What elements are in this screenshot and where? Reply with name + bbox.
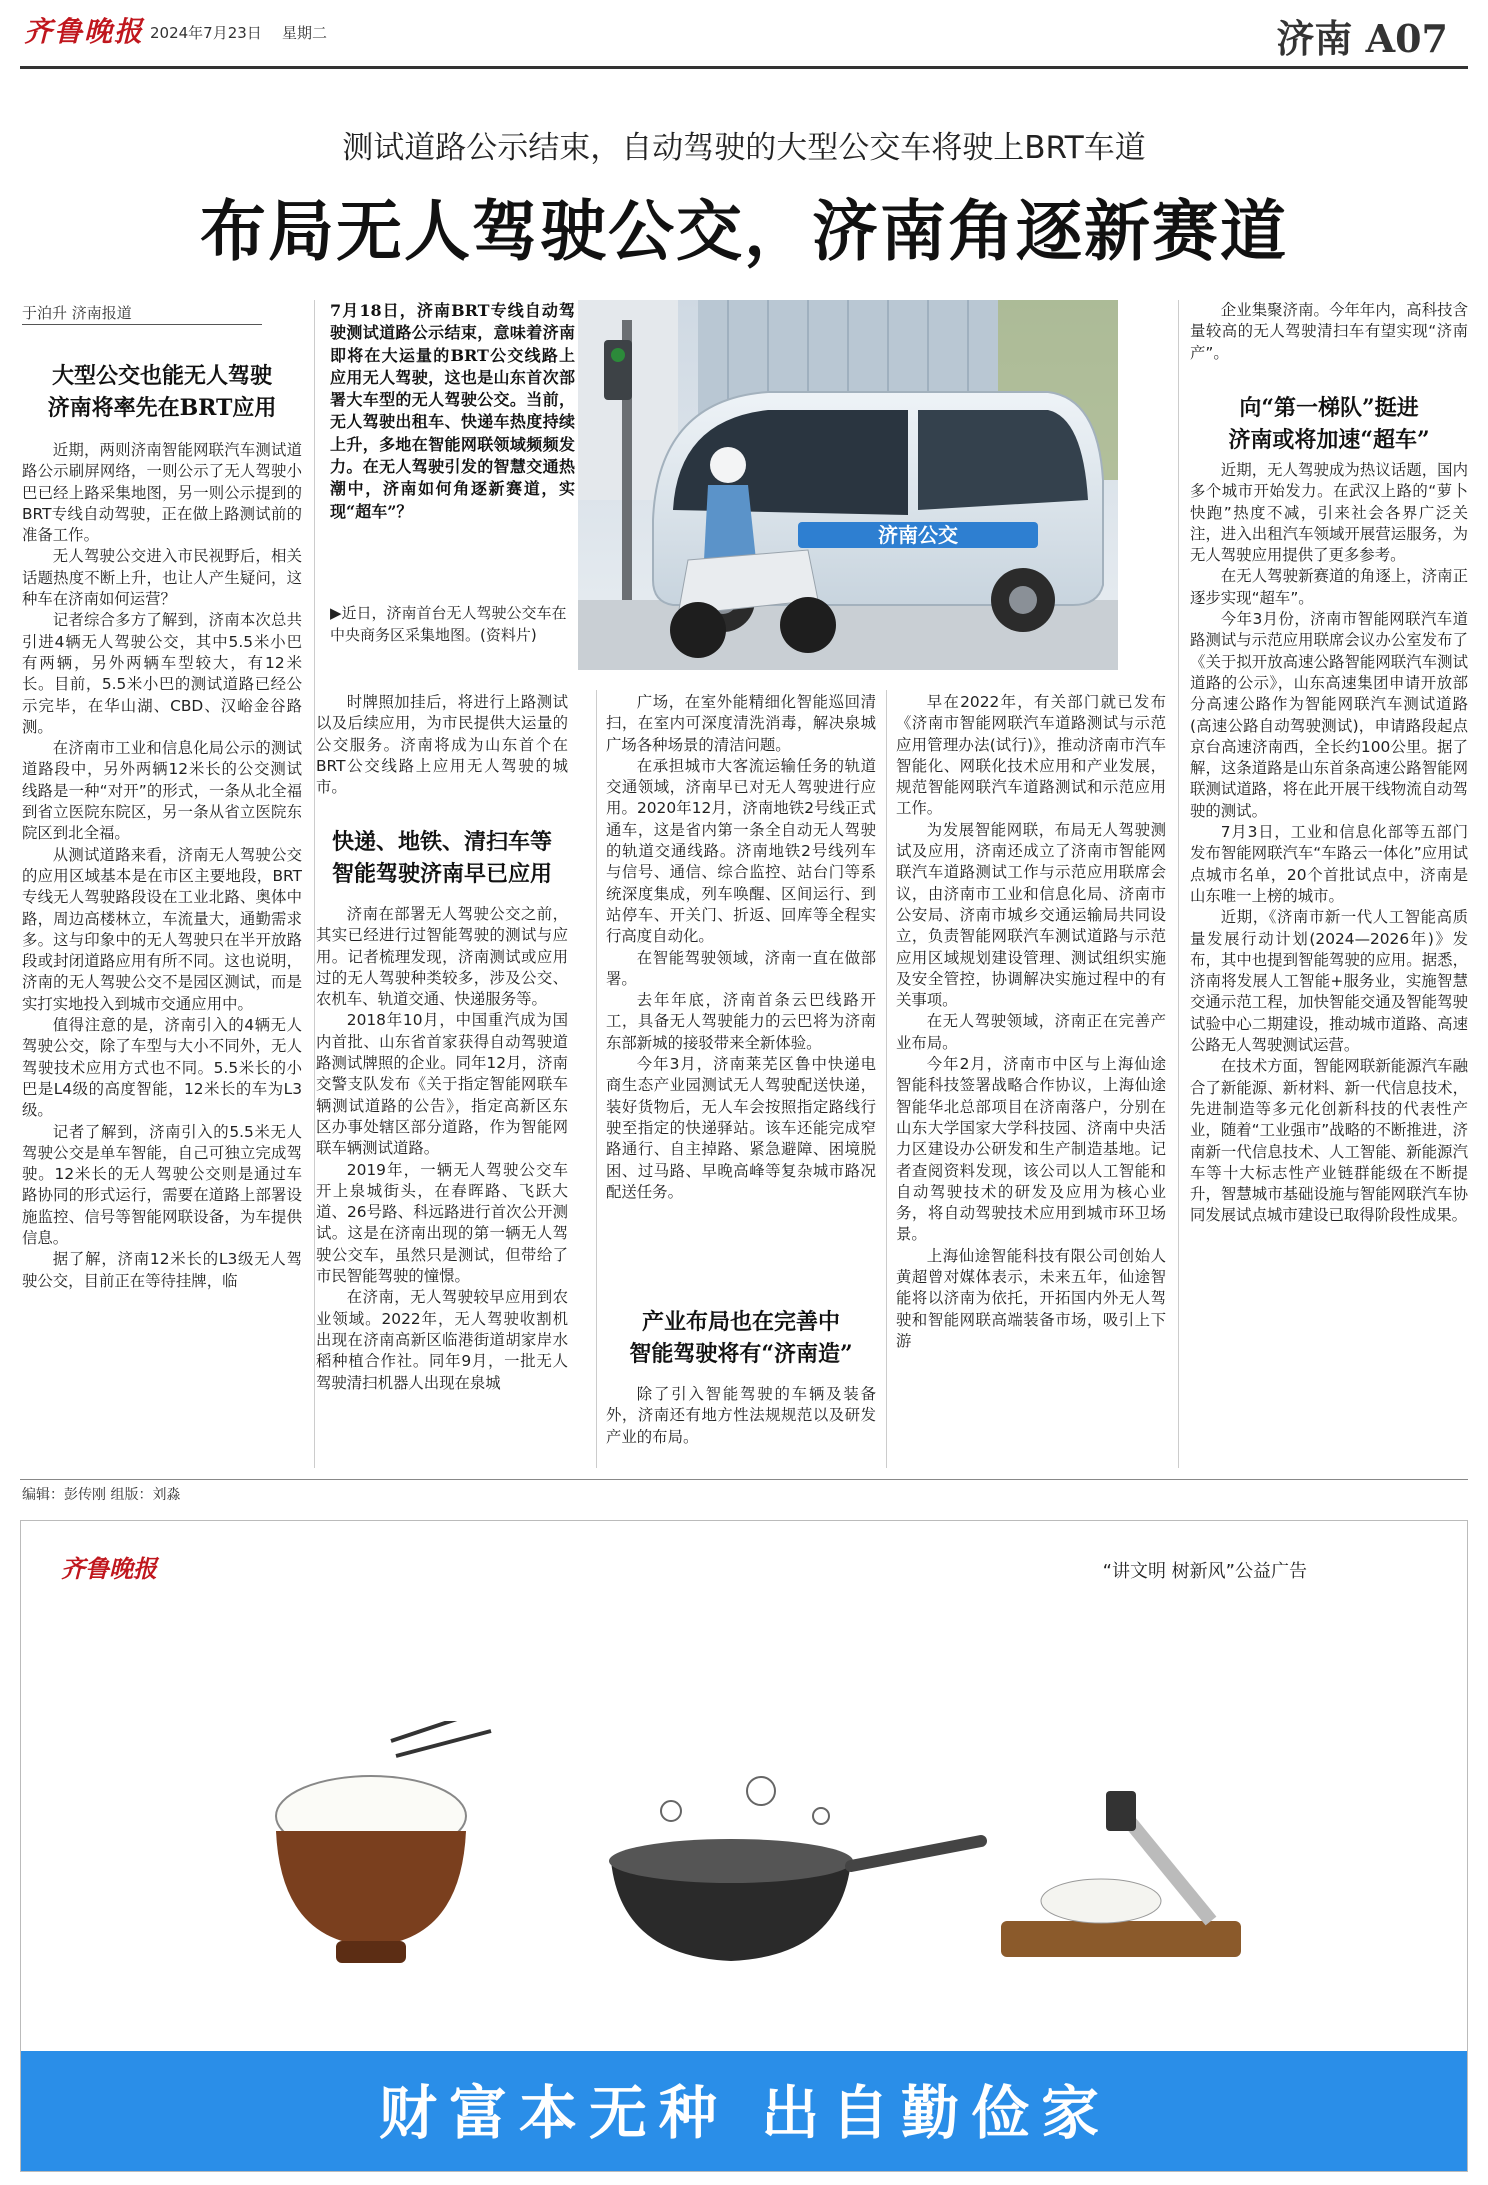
paragraph: 今年3月，济南莱芜区鲁中快递电商生态产业园测试无人驾驶配送快递，装好货物后，无人车会按照指定路线行驶至指定的快递驿站。该车还能完成窄路通行、自主掉路、紧急避障、困境脱困、过马路、早晚高峰等复杂城市路况配送任务。 [606, 1055, 876, 1201]
section-page-label: 济南 A07 [1276, 16, 1448, 61]
paragraph: 时牌照加挂后，将进行上路测试以及后续应用，为市民提供大运量的公交服务。济南将成为山东首个在BRT公交线路上应用无人驾驶的城市。 [316, 693, 568, 797]
byline: 于泊升 济南报道 [22, 304, 132, 322]
article-lead: 7月18日，济南BRT专线自动驾驶测试道路公示结束，意味着济南即将在大运量的BRT公交线路上应用无人驾驶，这也是山东首次部署大车型的无人驾驶公交。当前，无人驾驶出租车、快递车热度持续上升，多地在智能网联领域频频发力。在无人驾驶引发的智慧交通热潮中，济南如何角逐新赛道，实现“超车”？ [330, 301, 575, 521]
wok-pan-icon [609, 1777, 981, 1961]
paragraph: 上海仙途智能科技有限公司创始人黄超曾对媒体表示，未来五年，仙途智能将以济南为依托，开拓国内外无人驾驶和智能网联高端装备市场，吸引上下游 [896, 1246, 1166, 1350]
paragraph: 近期，无人驾驶成为热议话题，国内多个城市开始发力。在武汉上路的“萝卜快跑”热度不减，引来社会各界广泛关注，进入出租汽车领域开展营运服务，为无人驾驶应用提供了更多参考。 [1190, 461, 1468, 565]
masthead-logo: 齐鲁晚报 [24, 15, 145, 48]
paragraph: 值得注意的是，济南引入的4辆无人驾驶公交，除了车型与大小不同外，无人驾驶技术应用方式也不同。5.5米长的小巴是L4级的高度智能，12米长的车为L3级。 [22, 1016, 302, 1120]
article-column-3-end [606, 1384, 876, 1466]
paragraph: 除了引入智能驾驶的车辆及装备外，济南还有地方性法规规范以及研发产业的布局。 [606, 1385, 876, 1446]
paragraph: 在无人驾驶领域，济南正在完善产业布局。 [896, 1012, 1166, 1052]
cutting-board-icon [1001, 1791, 1241, 1957]
section-heading-5: 向“第一梯队”挺进 济南或将加速“超车” [1228, 395, 1430, 453]
issue-weekday: 星期二 [282, 24, 328, 42]
photo-caption: ▶近日，济南首台无人驾驶公交车在中央商务区采集地图。(资料片) [330, 604, 567, 644]
paragraph: 2019年，一辆无人驾驶公交车开上泉城街头，在春晖路、飞跃大道、26号路、科远路进行首次公开测试。这是在济南出现的第一辆无人驾驶公交车，虽然只是测试，但带给了市民智能驾驶的憧憬。 [316, 1160, 568, 1286]
paragraph: 记者综合多方了解到，济南本次总共引进4辆无人驾驶公交，其中5.5米小巴有两辆，另外两辆车型较大，有12米长。目前，5.5米小巴的测试道路已经公示完毕，在华山湖、CBD、汉峪金谷路测。 [22, 611, 302, 736]
paragraph: 企业集聚济南。今年年内，高科技含量较高的无人驾驶清扫车有望实现“济南产”。 [1190, 301, 1468, 362]
paragraph: 从测试道路来看，济南无人驾驶公交的应用区域基本是在市区主要地段，BRT专线无人驾驶路段设在工业北路、奥体中路，周边高楼林立，车流量大，通勤需求多。这与印象中的无人驾驶只在半开放路段或封闭道路应用有所不同。这也说明，济南的无人驾驶公交不是园区测试，而是实打实地投入到城市交通应用中。 [22, 845, 302, 1013]
rice-bowl-icon [276, 1721, 491, 1963]
paragraph: 在承担城市大客流运输任务的轨道交通领域，济南早已对无人驾驶进行应用。2020年12月，济南地铁2号线正式通车，这是省内第一条全自动无人驾驶的轨道交通线路。济南地铁2号线列车与信号、通信、综合监控、站台门等系统深度集成，列车唤醒、区间运行、到站停车、开关门、折返、回库等全程实行高度自动化。 [606, 756, 876, 946]
paragraph: 广场，在室外能精细化智能巡回清扫，在室内可深度清洗消毒，解决泉城广场各种场景的清洁问题。 [606, 693, 876, 754]
paragraph: 早在2022年，有关部门就已发布《济南市智能网联汽车道路测试与示范应用管理办法(试行)》，推动济南市汽车智能化、网联化技术应用和产业发展，规范智能网联汽车道路测试和示范应用工作。 [896, 693, 1166, 818]
column-divider [886, 690, 887, 1468]
paragraph: 今年3月份，济南市智能网联汽车道路测试与示范应用联席会议办公室发布了《关于拟开放高速公路智能网联汽车测试道路的公示》，山东高速集团申请开放部分高速公路作为智能网联汽车测试道路(高速公路自动驾驶测试)，申请路段起点京台高速济南西，全长约100公里。据了解，这条道路是山东首条高速公路智能网联测试道路，将在此开展干线物流自动驾驶的测试。 [1190, 610, 1468, 820]
footer-rule [20, 1479, 1468, 1480]
paragraph: 无人驾驶公交进入市民视野后，相关话题热度不断上升，也让人产生疑问，这种车在济南如何运营？ [22, 547, 302, 609]
paragraph: 7月3日，工业和信息化部等五部门发布智能网联汽车“车路云一体化”应用试点城市名单，20个首批试点中，济南是山东唯一上榜的城市。 [1190, 823, 1468, 905]
paragraph: 在技术方面，智能网联新能源汽车融合了新能源、新材料、新一代信息技术，先进制造等多元化创新科技的代表性产业，随着“工业强市”战略的不断推进，济南新一代信息技术、人工智能、新能源汽车等十大标志性产业链群能级在不断提升，智慧城市基础设施与智能网联汽车协同发展试点城市建设已取得阶段性成果。 [1190, 1057, 1468, 1225]
paragraph: 为发展智能网联，布局无人驾驶测试及应用，济南还成立了济南市智能网联汽车道路测试工作与示范应用联席会议，由济南市工业和信息化局、济南市公安局、济南市城乡交通运输局共同设立，负责智能网联汽车测试道路与示范应用区域规划建设管理、测试组织实施及安全管控，协调解决实施过程中的有关事项。 [896, 820, 1166, 1010]
paragraph: 2018年10月，中国重汽成为国内首批、山东省首家获得自动驾驶道路测试牌照的企业。同年12月，济南交警支队发布《关于指定智能网联车辆测试道路的公告》，指定高新区东区办事处辖区部分道路，作为智能网联车辆测试道路。 [316, 1011, 568, 1158]
editor-credit: 编辑：彭传刚 组版：刘淼 [22, 1487, 181, 1503]
paragraph: 去年年底，济南首条云巴线路开工，具备无人驾驶能力的云巴将为济南东部新城的接驳带来全新体验。 [606, 991, 876, 1052]
article-subtitle: 测试道路公示结束，自动驾驶的大型公交车将驶上BRT车道 [342, 130, 1146, 166]
article-column-5-top [1190, 300, 1468, 390]
bus-photo-illustration [578, 300, 1118, 670]
paragraph: 据了解，济南12米长的L3级无人驾驶公交，目前正在等待挂牌，临 [22, 1250, 302, 1290]
section-heading-3: 产业布局也在完善中 智能驾驶将有“济南造” [629, 1309, 853, 1367]
paragraph: 在济南，无人驾驶较早应用到农业领域。2022年，无人驾驶收割机出现在济南高新区临港街道胡家岸水稻种植合作社。同年9月，一批无人驾驶清扫机器人出现在泉城 [316, 1288, 568, 1392]
article-column-1 [22, 440, 302, 1465]
column-divider [596, 690, 597, 1468]
paragraph: 近期，两则济南智能网联汽车测试道路公示刷屏网络，一则公示了无人驾驶小巴已经上路采集地图，另一则公示提到的BRT专线自动驾驶，正在做上路测试前的准备工作。 [22, 441, 302, 545]
paragraph: 今年2月，济南市中区与上海仙途智能科技签署战略合作协议，上海仙途智能华北总部项目在济南落户，分别在山东大学国家大学科技园、济南中央活力区建设办公研发和生产制造基地。记者查阅资料发现，该公司以人工智能和自动驾驶技术的研发及应用为核心业务，将自动驾驶技术应用到城市环卫场景。 [896, 1055, 1166, 1244]
paragraph: 在济南市工业和信息化局公示的测试道路段中，另外两辆12米长的公交测试线路是一种“对开”的形式，一条从北全福到省立医院东院区，另一条从省立医院东院区到北全福。 [22, 739, 302, 843]
news-photo-autonomous-bus [578, 300, 1118, 670]
article-column-2 [316, 904, 568, 1466]
ad-logo: 齐鲁晚报 [61, 1554, 157, 1583]
bus-side-text: 济南公交 [878, 523, 958, 547]
column-divider [1178, 300, 1179, 1468]
article-column-5 [1190, 460, 1468, 1466]
ad-illustration [221, 1721, 1271, 2021]
paragraph: 在智能驾驶领域，济南一直在做部署。 [606, 948, 876, 988]
section-heading-1: 大型公交也能无人驾驶 济南将率先在BRT应用 [47, 363, 277, 421]
paragraph: 近期，《济南市新一代人工智能高质量发展行动计划(2024—2026年)》发布，其中也提到智能驾驶的应用。据悉，济南将发展人工智能+服务业，实施智慧交通示范工程，加快智能交通及智能驾驶试验中心二期建设，推动城市道路、高速公路无人驾驶测试运营。 [1190, 908, 1468, 1055]
byline-rule [22, 324, 262, 325]
paragraph: 在无人驾驶新赛道的角逐上，济南正逐步实现“超车”。 [1190, 567, 1468, 607]
ad-tagline: “讲文明 树新风”公益广告 [1102, 1561, 1307, 1582]
issue-date: 2024年7月23日 [150, 24, 262, 42]
article-column-3 [606, 692, 876, 1296]
public-service-ad [20, 1520, 1468, 2172]
ad-slogan: 财富本无种 出自勤俭家 [378, 2079, 1112, 2147]
article-headline: 布局无人驾驶公交，济南角逐新赛道 [200, 192, 1288, 270]
column-divider [314, 300, 315, 1468]
paragraph: 记者了解到，济南引入的5.5米无人驾驶公交是单车智能，自己可独立完成驾驶。12米长的无人驾驶公交则是通过车路协同的形式运行，需要在道路上部署设施监控、信号等智能网联设备，为车提供信息。 [22, 1122, 302, 1247]
section-heading-2: 快递、地铁、清扫车等 智能驾驶济南早已应用 [331, 829, 552, 887]
paragraph: 济南在部署无人驾驶公交之前，其实已经进行过智能驾驶的测试与应用。记者梳理发现，济南测试或应用过的无人驾驶种类较多，涉及公交、农机车、轨道交通、快递服务等。 [316, 905, 568, 1009]
masthead-rule [20, 66, 1468, 69]
article-column-2-top [316, 692, 568, 816]
article-column-4 [896, 692, 1166, 1466]
